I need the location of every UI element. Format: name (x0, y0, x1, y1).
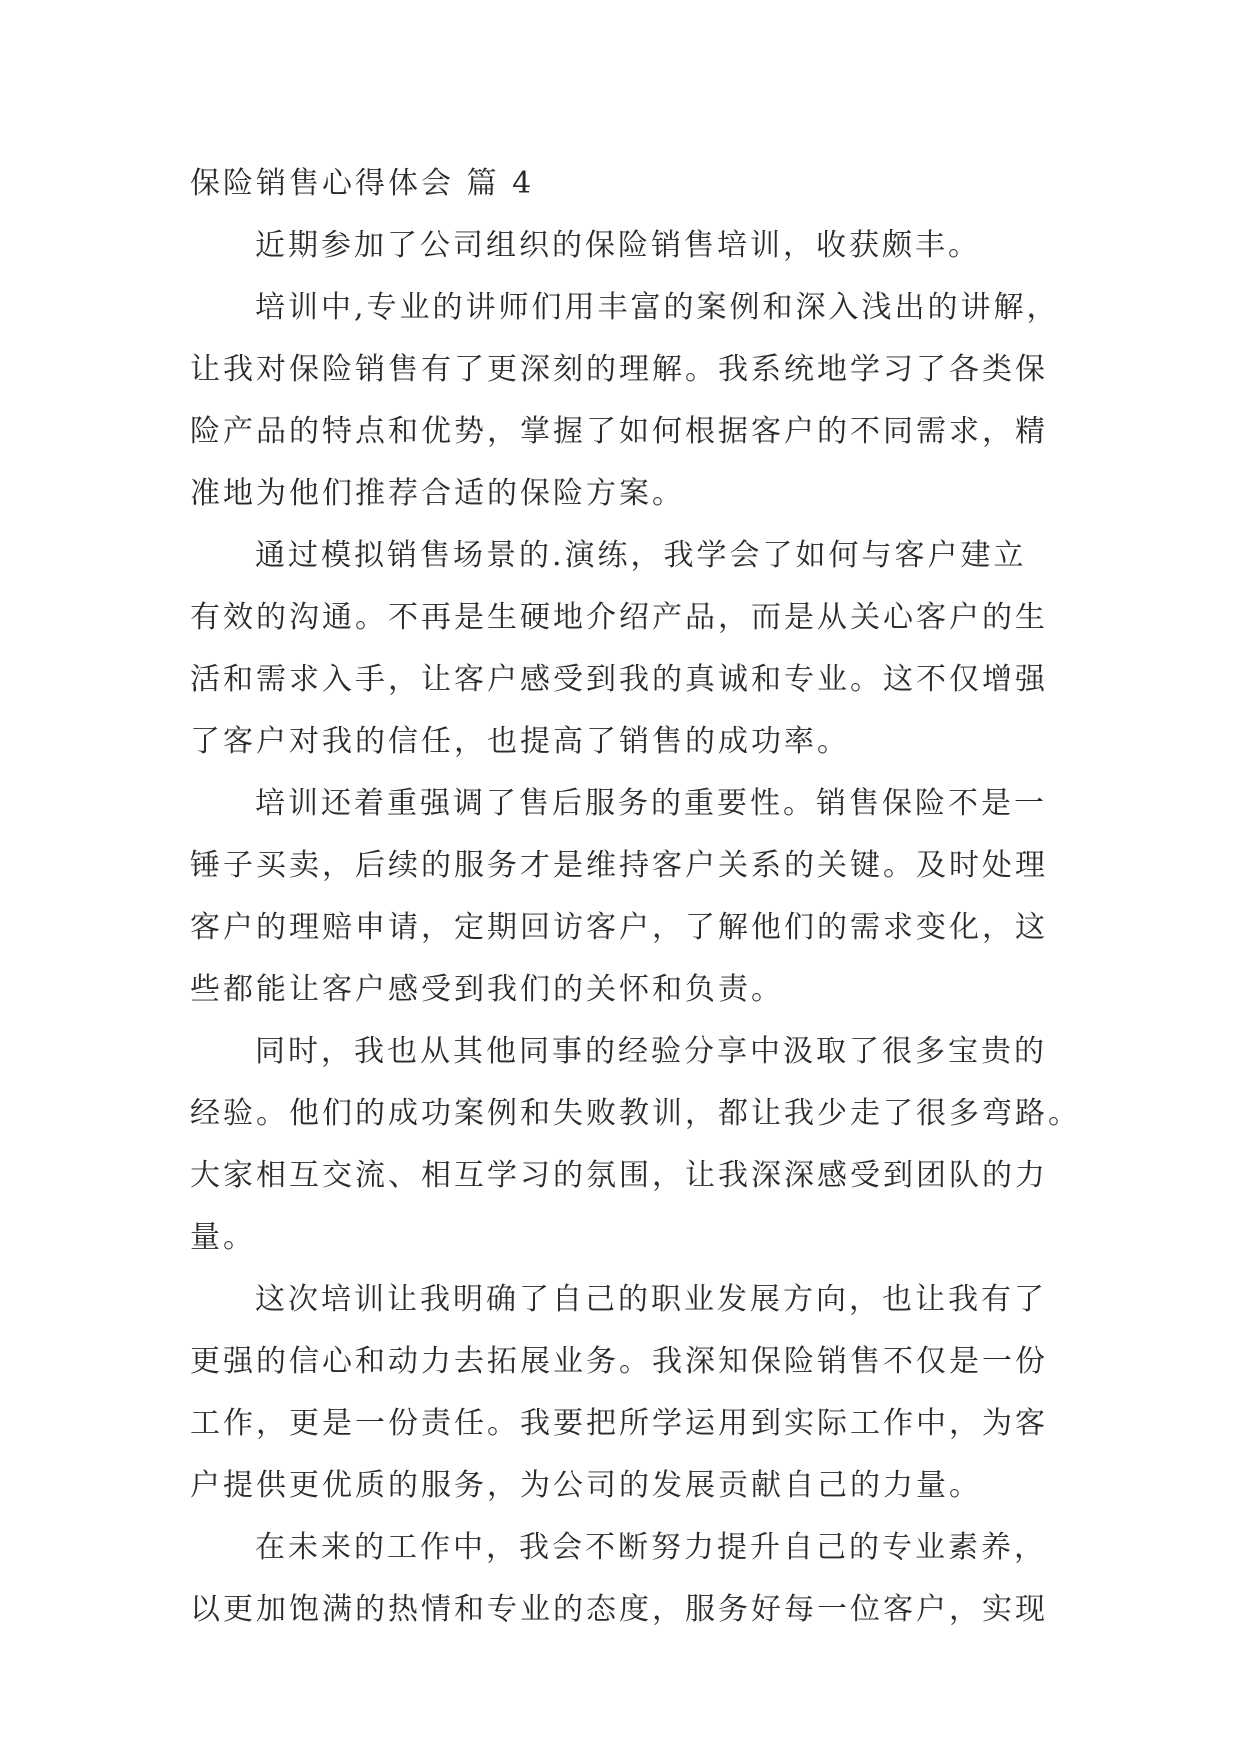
paragraph-line: 险产品的特点和优势，掌握了如何根据客户的不同需求，精 (190, 414, 1048, 449)
paragraph-line: 有效的沟通。不再是生硬地介绍产品，而是从关心客户的生 (190, 600, 1048, 635)
paragraph-line: 更强的信心和动力去拓展业务。我深知保险销售不仅是一份 (190, 1344, 1048, 1379)
paragraph-line: 让我对保险销售有了更深刻的理解。我系统地学习了各类保 (190, 352, 1048, 387)
paragraph-line: 在未来的工作中，我会不断努力提升自己的专业素养， (255, 1530, 1047, 1565)
paragraph-line: 了客户对我的信任，也提高了销售的成功率。 (190, 724, 850, 759)
paragraph-line: 准地为他们推荐合适的保险方案。 (190, 476, 685, 511)
paragraph-line: 客户的理赔申请，定期回访客户，了解他们的需求变化，这 (190, 910, 1048, 945)
paragraph-line: 通过模拟销售场景的.演练，我学会了如何与客户建立 (255, 538, 1027, 573)
paragraph-line: 经验。他们的成功案例和失败教训，都让我少走了很多弯路。 (190, 1096, 1081, 1131)
paragraph-line: 以更加饱满的热情和专业的态度，服务好每一位客户，实现 (190, 1592, 1048, 1627)
paragraph-line: 这次培训让我明确了自己的职业发展方向，也让我有了 (255, 1282, 1047, 1317)
paragraph-line: 同时，我也从其他同事的经验分享中汲取了很多宝贵的 (255, 1034, 1047, 1069)
paragraph-line: 工作，更是一份责任。我要把所学运用到实际工作中，为客 (190, 1406, 1048, 1441)
paragraph-line: 大家相互交流、相互学习的氛围，让我深深感受到团队的力 (190, 1158, 1048, 1193)
paragraph-line: 活和需求入手，让客户感受到我的真诚和专业。这不仅增强 (190, 662, 1048, 697)
paragraph-line: 培训中,专业的讲师们用丰富的案例和深入浅出的讲解， (255, 290, 1060, 325)
paragraph-line: 近期参加了公司组织的保险销售培训，收获颇丰。 (255, 228, 981, 263)
paragraph-line: 锤子买卖，后续的服务才是维持客户关系的关键。及时处理 (190, 848, 1048, 883)
document-title: 保险销售心得体会 篇 4 (190, 166, 535, 201)
paragraph-line: 户提供更优质的服务，为公司的发展贡献自己的力量。 (190, 1468, 982, 1503)
paragraph-line: 培训还着重强调了售后服务的重要性。销售保险不是一 (255, 786, 1047, 821)
paragraph-line: 些都能让客户感受到我们的关怀和负责。 (190, 972, 784, 1007)
paragraph-line: 量。 (190, 1220, 256, 1255)
